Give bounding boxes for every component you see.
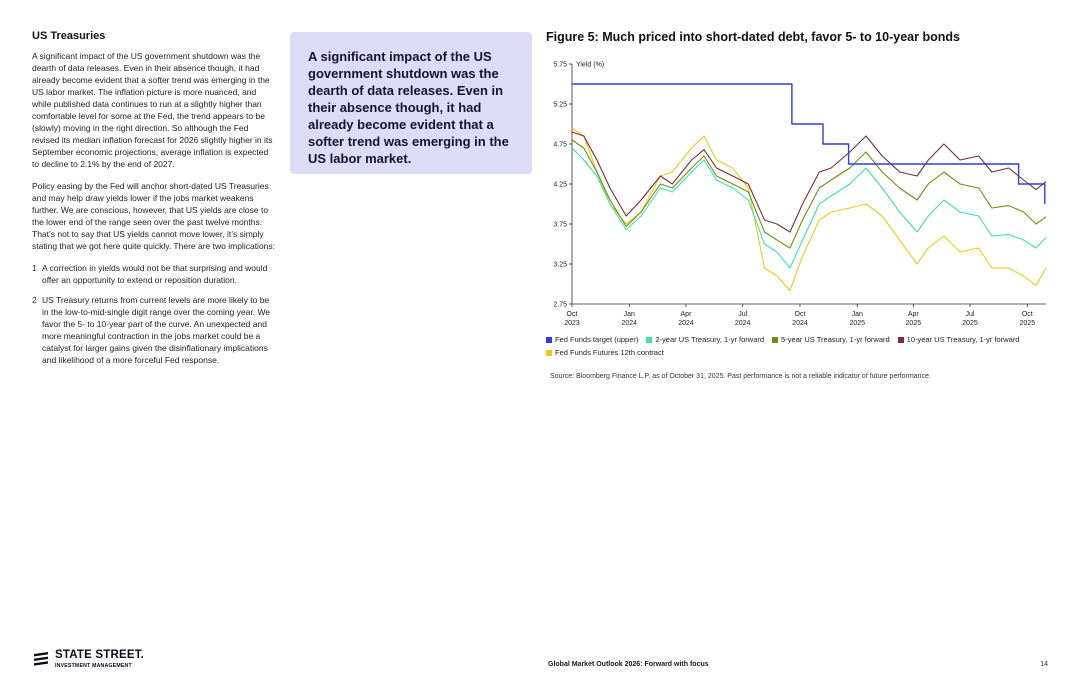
x-tick-label: 2025 bbox=[962, 320, 978, 327]
legend-label: Fed Funds target (upper) bbox=[555, 335, 639, 344]
list-text: A correction in yields would not be that surprising and would offer an opportunity to extend or reposition duration. bbox=[42, 263, 268, 285]
y-tick-label: 2.75 bbox=[553, 301, 567, 309]
footer-publication-title: Global Market Outlook 2026: Forward with focus bbox=[548, 661, 709, 668]
figure-source: Source: Bloomberg Finance L.P. as of October 31, 2025. Past performance is not a reliable indicator of future performance. bbox=[550, 373, 931, 380]
x-tick-label: Jan bbox=[851, 311, 863, 318]
y-tick-label: 4.25 bbox=[553, 181, 567, 189]
x-tick-label: Jul bbox=[738, 311, 748, 318]
y-axis-label: Yield (%) bbox=[576, 61, 605, 69]
list-text: US Treasury returns from current levels are more likely to be in the low-to-mid-single digit range over the coming year. We favor the 5- to 10-year part of the curve. An unexpected and more meaningful contraction in the jobs market could be a catalyst for larger gains given the disinflationary implications and likelihood of a more forceful Fed response. bbox=[42, 295, 271, 365]
chart-legend bbox=[546, 335, 1056, 361]
page-number: 14 bbox=[1040, 661, 1048, 668]
legend-item bbox=[772, 335, 890, 344]
figure bbox=[546, 30, 1056, 380]
section-title: US Treasuries bbox=[32, 30, 106, 42]
pull-quote-box bbox=[290, 32, 532, 174]
legend-label: Fed Funds Futures 12th contract bbox=[555, 348, 664, 357]
x-tick-label: 2024 bbox=[792, 320, 808, 327]
y-tick-label: 3.25 bbox=[553, 261, 567, 269]
x-tick-label: 2025 bbox=[905, 320, 922, 327]
list-number: 2 bbox=[32, 295, 37, 305]
logo-stripes-icon bbox=[32, 651, 50, 667]
x-tick-label: Oct bbox=[794, 311, 806, 318]
x-tick-label: 2023 bbox=[564, 320, 580, 327]
legend-item bbox=[546, 335, 638, 344]
pull-quote-text: A significant impact of the US government shutdown was the dearth of data releases. Even in their absence though, it had already become evident that a softer trend was emerging in the US labor market. bbox=[308, 49, 509, 166]
logo-name: STATE STREET. bbox=[55, 649, 145, 661]
x-tick-label: Apr bbox=[907, 311, 919, 318]
x-tick-label: Apr bbox=[680, 311, 692, 318]
legend-swatch bbox=[546, 337, 552, 343]
series-line-10-year-us-treasury-1-yr-forward bbox=[572, 132, 1046, 232]
legend-row bbox=[546, 348, 1056, 357]
legend-item bbox=[646, 335, 764, 344]
list-item bbox=[32, 294, 276, 366]
x-tick-label: Oct bbox=[566, 311, 578, 318]
legend-swatch bbox=[546, 350, 552, 356]
list-item bbox=[32, 262, 276, 286]
x-tick-label: Jul bbox=[965, 311, 975, 318]
body-paragraph: Policy easing by the Fed will anchor short-dated US Treasuries and may help draw yields lower if the jobs market weakens further. We are conscious, however, that US yields are close to the lower end of the range seen over the past twelve months. That’s not to say that US yields cannot move lower, it’s simply stating that we got here quite quickly. There are two implications: bbox=[32, 181, 276, 251]
legend-swatch bbox=[898, 337, 904, 343]
legend-row bbox=[546, 335, 1056, 344]
series-line-5-year-us-treasury-1-yr-forward bbox=[572, 140, 1046, 248]
y-tick-label: 3.75 bbox=[553, 221, 567, 229]
x-tick-label: 2024 bbox=[621, 320, 638, 327]
legend-item bbox=[546, 348, 664, 357]
body-paragraph: A significant impact of the US government shutdown was the dearth of data releases. Even in their absence though, it had already become evident that a softer trend was emerging in the US labor market. The inflation picture is more nuanced, and while published data continues to run at a slightly higher than comfortable level for some at the Fed, the trend appears to be (slowly) moving in the right direction. So although the Fed revised its median inflation forecast for 2026 slightly higher in its September economic projections, average inflation is expected to decline to 2.1% by the end of 2027. bbox=[32, 51, 273, 169]
x-tick-label: 2025 bbox=[1019, 320, 1036, 327]
legend-item bbox=[898, 335, 1020, 344]
implications-list bbox=[32, 262, 276, 366]
x-tick-label: 2025 bbox=[849, 320, 866, 327]
x-tick-label: 2024 bbox=[678, 320, 694, 327]
x-tick-label: Jan bbox=[623, 311, 635, 318]
list-number: 1 bbox=[32, 263, 37, 273]
state-street-logo bbox=[32, 650, 144, 669]
series-line-fed-funds-target-upper bbox=[572, 84, 1045, 204]
legend-label: 2-year US Treasury, 1-yr forward bbox=[655, 335, 765, 344]
x-tick-label: 2024 bbox=[734, 320, 751, 327]
x-tick-label: Oct bbox=[1021, 311, 1033, 318]
yield-chart bbox=[546, 52, 1056, 332]
legend-swatch bbox=[646, 337, 652, 343]
logo-subtitle: INVESTMENT MANAGEMENT bbox=[55, 662, 132, 669]
figure-title: Figure 5: Much priced into short-dated debt, favor 5- to 10-year bonds bbox=[546, 30, 960, 44]
legend-label: 10-year US Treasury, 1-yr forward bbox=[906, 335, 1020, 344]
legend-swatch bbox=[772, 337, 778, 343]
legend-label: 5-year US Treasury, 1-yr forward bbox=[781, 335, 890, 344]
y-tick-label: 5.75 bbox=[553, 61, 567, 69]
y-tick-label: 4.75 bbox=[553, 141, 567, 149]
y-tick-label: 5.25 bbox=[553, 101, 567, 109]
left-column bbox=[32, 30, 276, 374]
